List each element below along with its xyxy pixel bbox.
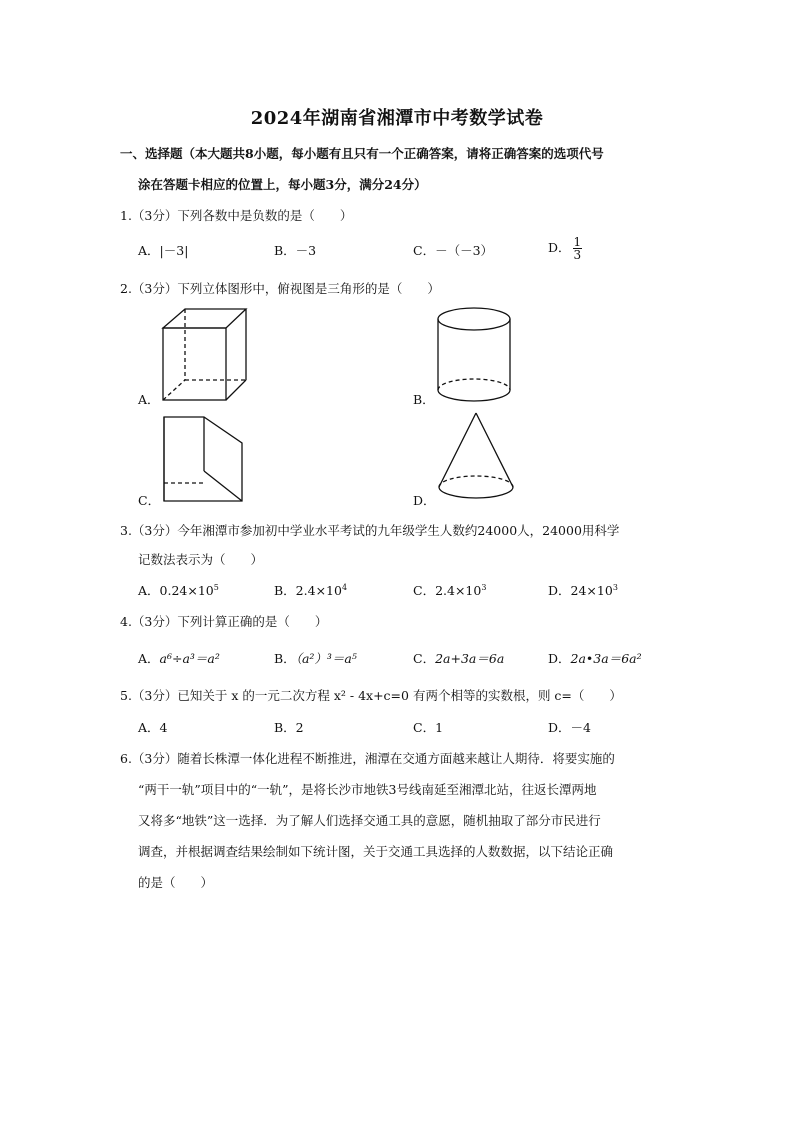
option-expression: （a²）³＝a⁵ bbox=[295, 651, 357, 666]
q6-stem-line3: 又将多“地铁”这一选择．为了解人们选择交通工具的意愿，随机抽取了部分市民进行 bbox=[138, 813, 601, 828]
q2-option-c: C． bbox=[138, 493, 161, 508]
q1-option-d-label: D． bbox=[548, 240, 571, 255]
q1-stem: 1.（3分）下列各数中是负数的是（ ） bbox=[120, 208, 353, 223]
q1-option-c: C．－（－3） bbox=[413, 243, 494, 258]
section-header-line2: 涂在答题卡相应的位置上，每小题3分，满分24分） bbox=[138, 177, 427, 192]
q5-stem: 5.（3分）已知关于 x 的一元二次方程 x² - 4x+c=0 有两个相等的实数根，则 c=（ ） bbox=[120, 688, 622, 703]
q4-option-a bbox=[138, 651, 220, 667]
q6-stem-line4: 调查，并根据调查结果绘制如下统计图，关于交通工具选择的人数数据，以下结论正确 bbox=[138, 844, 614, 859]
q3-option-b bbox=[274, 583, 347, 599]
option-text: C．2.4×10 bbox=[413, 583, 482, 598]
q6-stem-line2: “两干一轨”项目中的“一轨”，是将长沙市地铁3号线南延至湘潭北站，往返长潭两地 bbox=[138, 782, 597, 797]
option-label: B． bbox=[274, 651, 296, 666]
q4-option-c bbox=[413, 651, 504, 667]
q2-option-b: B． bbox=[413, 392, 435, 407]
q4-option-d bbox=[548, 651, 642, 667]
q4-stem: 4.（3分）下列计算正确的是（ ） bbox=[120, 614, 328, 629]
q5-option-d: D．－4 bbox=[548, 720, 591, 735]
option-text: D．24×10 bbox=[548, 583, 613, 598]
q1-option-d-fraction bbox=[573, 236, 583, 261]
option-label: C． bbox=[413, 651, 436, 666]
section-header-line1: 一、选择题（本大题共8小题，每小题有且只有一个正确答案，请将正确答案的选项代号 bbox=[120, 146, 604, 161]
q3-option-a bbox=[138, 583, 219, 599]
exponent: 3 bbox=[612, 583, 618, 592]
option-label: A． bbox=[138, 651, 160, 666]
q4-option-b bbox=[274, 651, 357, 667]
fraction-denominator: 3 bbox=[573, 248, 582, 262]
cube-figure bbox=[160, 306, 250, 402]
q2-option-a: A． bbox=[138, 392, 160, 407]
option-text: A．0.24×10 bbox=[138, 583, 214, 598]
option-expression: 2a•3a＝6a² bbox=[570, 651, 642, 666]
q3-stem-line2: 记数法表示为（ ） bbox=[138, 552, 264, 567]
option-expression: 2a+3a＝6a bbox=[435, 651, 505, 666]
option-text: B．2.4×10 bbox=[274, 583, 342, 598]
option-expression: a⁶÷a³＝a² bbox=[159, 651, 220, 666]
q3-option-d bbox=[548, 583, 618, 599]
page-title: 2024年湖南省湘潭市中考数学试卷 bbox=[250, 108, 544, 129]
q1-option-b: B．－3 bbox=[274, 243, 317, 258]
q2-option-d: D． bbox=[413, 493, 436, 508]
exponent: 5 bbox=[213, 583, 219, 592]
q3-stem-line1: 3.（3分）今年湘潭市参加初中学业水平考试的九年级学生人数约24000人，24000用科学 bbox=[120, 523, 620, 538]
q5-option-b: B．2 bbox=[274, 720, 304, 735]
cone-figure bbox=[436, 411, 516, 503]
q3-option-c bbox=[413, 583, 486, 599]
q6-stem-line5: 的是（ ） bbox=[138, 875, 214, 890]
exponent: 3 bbox=[481, 583, 487, 592]
option-label: D． bbox=[548, 651, 571, 666]
q5-option-c: C．1 bbox=[413, 720, 444, 735]
q2-stem: 2.（3分）下列立体图形中，俯视图是三角形的是（ ） bbox=[120, 281, 440, 296]
fraction-numerator: 1 bbox=[573, 235, 582, 249]
q1-option-d bbox=[548, 236, 582, 261]
q6-stem-line1: 6.（3分）随着长株潭一体化进程不断推进，湘潭在交通方面越来越让人期待．将要实施的 bbox=[120, 751, 615, 766]
exponent: 4 bbox=[341, 583, 348, 592]
q5-option-a: A．4 bbox=[138, 720, 168, 735]
cylinder-figure bbox=[436, 306, 516, 404]
triangular-prism-figure bbox=[162, 415, 244, 503]
q1-option-a: A．|－3| bbox=[138, 243, 189, 258]
